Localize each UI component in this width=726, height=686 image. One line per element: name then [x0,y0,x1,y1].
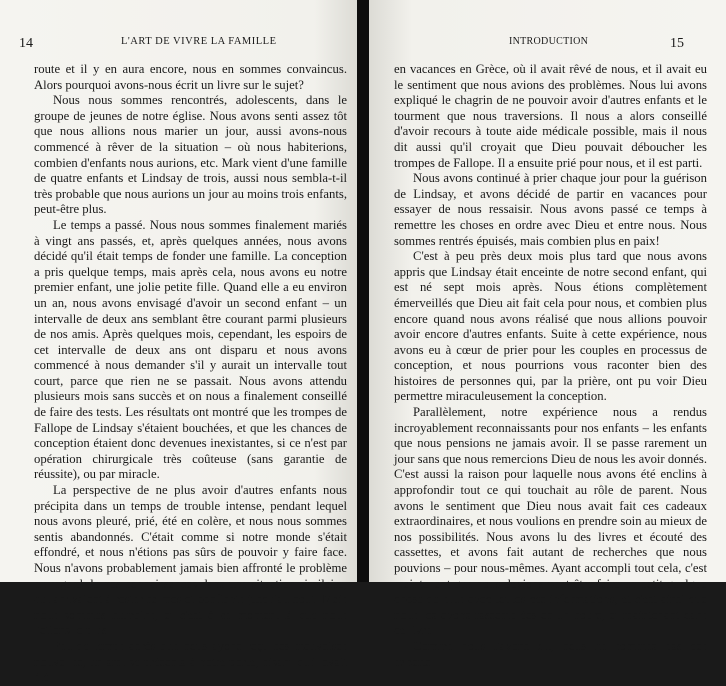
page-number-left: 14 [19,36,33,51]
left-page-text [34,62,347,686]
paragraph: Comme nous l'avons dit, nous ne sommes pas des experts. [394,638,707,669]
left-page [0,0,357,685]
running-head-right: INTRODUCTION [509,36,589,47]
paragraph: route et il y en aura encore, nous en sommes convaincus. Alors pourquoi avons-nous écrit un livre sur le sujet? [34,62,347,92]
running-head-left: L'ART DE VIVRE LA FAMILLE [121,36,277,47]
book-gutter [357,0,369,582]
paragraph: Peu de temps après que nous ayons reçu ces mauvaises nouvelles, un ami se présenta à notre porte, disant qu'il avait été [34,638,347,685]
paragraph: Nous nous sommes rencontrés, adolescents, dans le groupe de jeunes de notre église. Nous avons senti assez tôt que nous allions nous marier un jour, aussi avons-nous commencé à rêver de la situation – où nous habiterions, combien d'enfants nous aurions, etc. Mark vient d'une famille de quatre enfants et Lindsay de trois, aussi nous sembla-t-il très probable que nous aurions un jour au moins trois enfants, peut-être plus. [34,93,347,217]
paragraph: C'est à peu près deux mois plus tard que nous avons appris que Lindsay était enceinte de notre second enfant, qui est né sept mois après. Nous étions complètement émerveillés que Dieu ait fait cela pour nous, et combien plus encore quand nous avons réalisé que nous allions pouvoir avoir encore d'autres enfants. Suite à cette expérience, nous avons eu à cœur de prier pour les couples en processus de conception, et nous pourrions vous raconter bien des histoires de personnes qui, par la prière, ont pu voir Dieu permettre miraculeusement la conception. [394,249,707,404]
right-page [369,0,726,669]
paragraph: La perspective de ne plus avoir d'autres enfants nous précipita dans un temps de trouble intense, pendant lequel nous avons pleuré, prié, été en colère, et nous nous sommes sentis abandonnés. C'était comme si notre monde s'était effondré, et nous n'étions pas sûrs de pouvoir y faire face. Nous n'avons probablement jamais bien affronté le problème en regard de nos connaissances dans une situation similaire, qui arrivaient à rester calmes et confiants jusqu'au bout. Mais nous sommes humains, et c'est à ce moment-là que nous l'étions le plus. [34,483,347,638]
paragraph: Nous avons continué à prier chaque jour pour la guérison de Lindsay, et avons décidé de partir en vacances pour essayer de nous ressaisir. Nous avons passé ce temps à remettre les choses en ordre avec Dieu et entre nous. Nous sommes rentrés épuisés, mais combien plus en paix! [394,171,707,248]
paragraph: en vacances en Grèce, où il avait rêvé de nous, et il avait eu le sentiment que nous avions des problèmes. Nous lui avons expliqué le chagrin de ne pouvoir avoir d'autres enfants et le tourment que nous traversions. Il nous a alors conseillé d'avoir recours à toute aide médicale possible, mais il nous dit aussi qu'il croyait que Dieu pouvait déboucher les trompes de Fallope. Il a ensuite prié pour nous, et il est parti. [394,62,707,170]
paragraph: Le temps a passé. Nous nous sommes finalement mariés à vingt ans passés, et, après quelques années, nous avons décidé qu'il était temps de fonder une famille. La conception a pris quelque temps, mais après cela, nous avons eu notre premier enfant, une jolie petite fille. Quand elle a eu environ un an, nous avons envisagé d'avoir un second enfant – un intervalle de deux ans semblant être courant parmi plusieurs de nos amis. Après quelques mois, cependant, les espoirs de cet intervalle de deux ans ont disparu et nous avons commencé à nous demander s'il y aurait un intervalle tout court, parce que rien ne se passait. Nous avons attendu plusieurs mois sans succès et on nous a finalement conseillé de faire des tests. Les résultats ont montré que les trompes de Fallope de Lindsay s'étaient bouchées, et que les chances de conception étaient donc devenues inexistantes, si ce n'est par opération chirurgicale très coûteuse (sans garantie de réussite), ou par miracle. [34,217,347,482]
page-number-right: 15 [670,36,684,51]
paragraph: Parallèlement, notre expérience nous a rendus incroyablement reconnaissants pour nos enfants – les enfants que nous pensions ne jamais avoir. Il se passe rarement un jour sans que nous remercions Dieu de nous les avoir donnés. C'est aussi la raison pour laquelle nous avons été enclins à approfondir tout ce qui touchait au rôle de parent. Nous avons le sentiment que Dieu nous avait fait ces cadeaux extraordinaires, et nous voulions en prendre soin au mieux de nos possibilités. Nous avons lu des livres et écouté des cassettes, et avons fait autant de recherches que nous pouvions – pour nous-mêmes. Ayant accompli tout cela, c'est maintenant que nous devions peut-être faire un petit quelque chose de plus avec toutes ces informations, et c'est ainsi que nous les avons rassemblées en un cours, et maintenant dans ce livre. [394,405,707,638]
right-page-text [394,62,707,670]
